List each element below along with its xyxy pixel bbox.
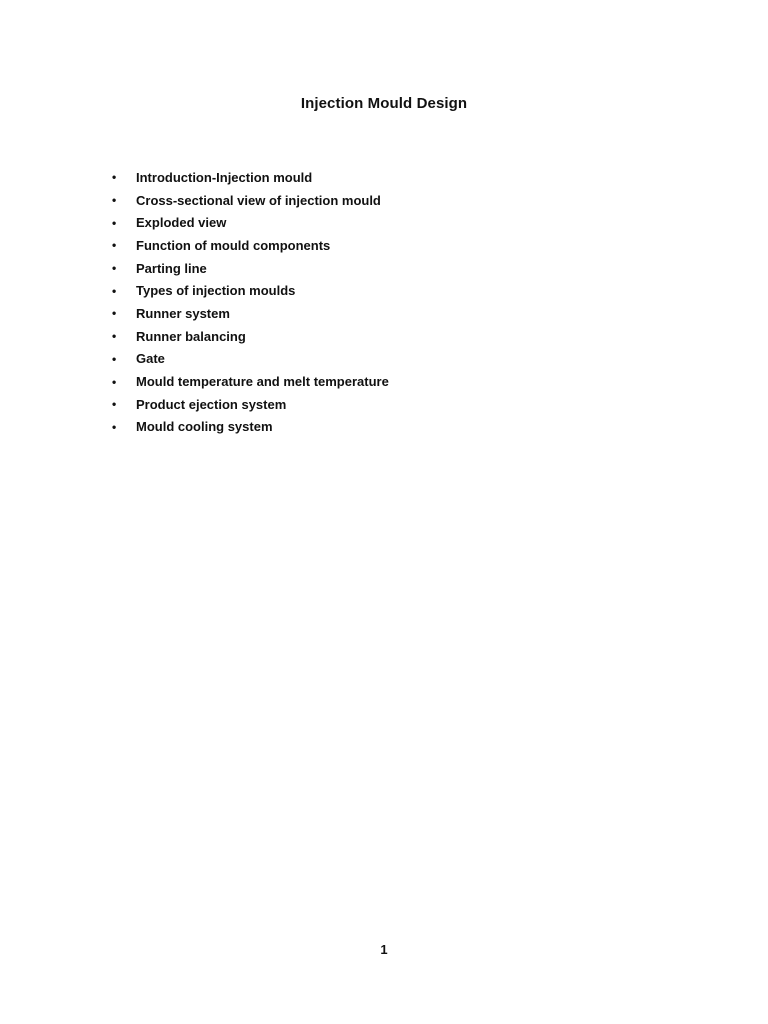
list-item-label: Types of injection moulds [136,283,296,299]
list-item-label: Function of mould components [136,237,331,253]
list-item [112,370,389,393]
list-item-label: Parting line [136,260,207,276]
list-item-label: Runner balancing [136,328,246,344]
list-item [112,416,389,439]
list-item-label: Mould temperature and melt temperature [136,374,389,390]
list-item-label: Runner system [136,305,230,321]
list-item-label: Product ejection system [136,396,287,412]
list-item-label: Gate [136,351,165,367]
list-item [112,393,389,416]
list-item [112,234,389,257]
bullet-icon: • [112,419,117,434]
page-number: 1 [380,942,388,957]
list-item-label: Mould cooling system [136,419,273,435]
list-item [112,279,389,302]
list-item [112,166,389,189]
bullet-icon: • [112,374,117,389]
bullet-icon: • [112,261,117,276]
bullet-icon: • [112,351,117,366]
list-item [112,257,389,280]
list-item [112,325,389,348]
list-item [112,211,389,234]
list-item-label: Cross-sectional view of injection mould [136,192,381,208]
bullet-icon: • [112,329,117,344]
list-item [112,189,389,212]
bullet-icon: • [112,283,117,298]
topic-list [112,166,389,438]
list-item-label: Exploded view [136,215,227,231]
list-item-label: Introduction-Injection mould [136,169,313,185]
bullet-icon: • [112,170,117,185]
list-item [112,302,389,325]
bullet-icon: • [112,306,117,321]
list-item [112,348,389,371]
bullet-icon: • [112,215,117,230]
bullet-icon: • [112,193,117,208]
page-title: Injection Mould Design [300,95,468,112]
bullet-icon: • [112,397,117,412]
bullet-icon: • [112,238,117,253]
